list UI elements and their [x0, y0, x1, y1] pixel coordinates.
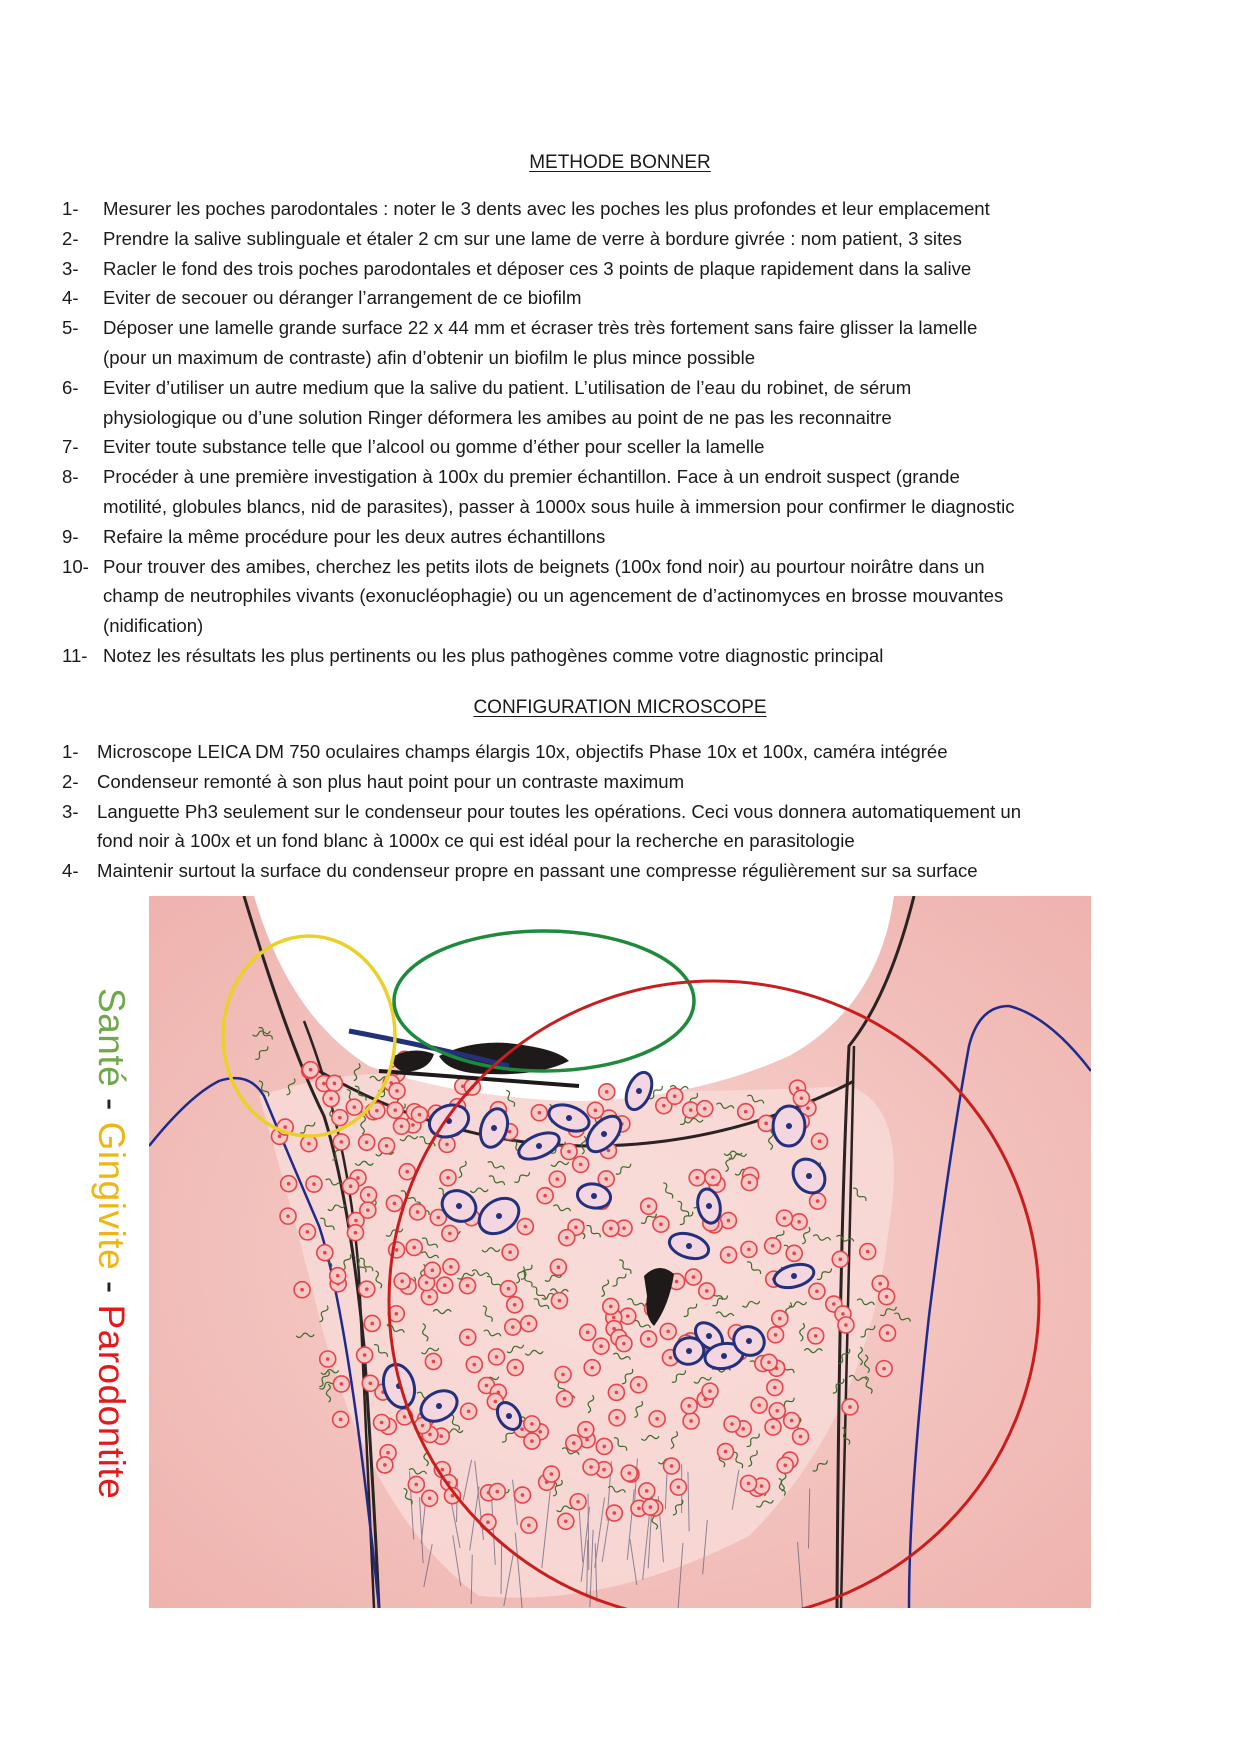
list-item [62, 313, 1182, 373]
neutrophil-nucleus [329, 1097, 333, 1101]
neutrophil-nucleus [278, 1135, 282, 1139]
neutrophil-nucleus [703, 1107, 707, 1111]
neutrophil-nucleus [647, 1337, 651, 1341]
stage-legend-text [90, 988, 132, 1499]
neutrophil-nucleus [783, 1216, 787, 1220]
list-item-text: Condenseur remonté à son plus haut point pour un contraste maximum [97, 770, 685, 792]
neutrophil-nucleus [543, 1194, 547, 1198]
neutrophil-nucleus [666, 1330, 670, 1334]
neutrophil-nucleus [627, 1471, 631, 1475]
neutrophil-nucleus [550, 1472, 554, 1476]
neutrophil-nucleus [416, 1210, 420, 1214]
neutrophil-nucleus [708, 1389, 712, 1393]
neutrophil-nucleus [466, 1284, 470, 1288]
neutrophil-nucleus [431, 1269, 435, 1273]
neutrophil-nucleus [705, 1289, 709, 1293]
neutrophil-nucleus [287, 1182, 291, 1186]
neutrophil-nucleus [615, 1391, 619, 1395]
neutrophil-nucleus [403, 1415, 407, 1419]
neutrophil-nucleus [832, 1302, 836, 1306]
list-item-text: Prendre la salive sublinguale et étaler 2 cm sur une lame de verre à bordure givrée : nom patient, 3 sites [103, 227, 962, 249]
periodontal-pocket-illustration [149, 896, 1091, 1608]
list-item [62, 254, 1182, 284]
amoeba-nucleus [686, 1348, 692, 1354]
amoeba-nucleus [601, 1131, 607, 1137]
neutrophil-nucleus [748, 1181, 752, 1185]
neutrophil-nucleus [692, 1275, 696, 1279]
neutrophil-nucleus [605, 1090, 609, 1094]
neutrophil-nucleus [558, 1299, 562, 1303]
list-item [62, 194, 1182, 224]
neutrophil-nucleus [724, 1450, 728, 1454]
neutrophil-nucleus [675, 1280, 679, 1284]
neutrophil-nucleus [524, 1225, 528, 1229]
neutrophil-nucleus [838, 1258, 842, 1262]
neutrophil-nucleus [612, 1316, 616, 1320]
legend-separator: - [91, 1270, 132, 1305]
list-item [62, 552, 1182, 641]
amoeba-nucleus [566, 1115, 572, 1121]
neutrophil-nucleus [565, 1236, 569, 1240]
neutrophil-nucleus [590, 1366, 594, 1370]
neutrophil-nucleus [799, 1435, 803, 1439]
neutrophil-nucleus [495, 1355, 499, 1359]
neutrophil-nucleus [741, 1427, 745, 1431]
neutrophil-nucleus [365, 1287, 369, 1291]
neutrophil-nucleus [466, 1336, 470, 1340]
neutrophil-nucleus [428, 1497, 432, 1501]
neutrophil-nucleus [400, 1279, 404, 1283]
list-item-text: Eviter d’utiliser un autre medium que la salive du patient. L’utilisation de l’eau du robinet, de sérum physiologique ou d’une solution Ringer déformera les amibes au point de ne pas les reconnaitre [103, 376, 912, 428]
list-item-number: 1- [62, 741, 79, 762]
neutrophil-nucleus [670, 1464, 674, 1468]
neutrophil-nucleus [612, 1511, 616, 1515]
neutrophil-nucleus [866, 1250, 870, 1254]
neutrophil-nucleus [673, 1094, 677, 1098]
neutrophil-nucleus [586, 1331, 590, 1335]
neutrophil-nucleus [507, 1287, 511, 1291]
neutrophil-nucleus [494, 1400, 498, 1404]
neutrophil-nucleus [326, 1357, 330, 1361]
section-title-configuration-microscope [0, 697, 1240, 719]
neutrophil-nucleus [689, 1108, 693, 1112]
neutrophil-nucleus [689, 1419, 693, 1423]
neutrophil-nucleus [555, 1177, 559, 1181]
neutrophil-nucleus [649, 1505, 653, 1509]
neutrophil-nucleus [599, 1344, 603, 1348]
neutrophil-nucleus [306, 1230, 310, 1234]
neutrophil-nucleus [806, 1106, 810, 1110]
list-item-number: 10- [62, 555, 89, 577]
amoeba-nucleus [786, 1123, 792, 1129]
list-item [62, 432, 1182, 462]
neutrophil-nucleus [885, 1295, 889, 1299]
neutrophil-nucleus [760, 1484, 764, 1488]
neutrophil-nucleus [584, 1428, 588, 1432]
neutrophil-nucleus [609, 1305, 613, 1309]
neutrophil-nucleus [385, 1144, 389, 1148]
neutrophil-nucleus [527, 1523, 531, 1527]
list-item-number: 1- [62, 198, 79, 219]
neutrophil-nucleus [443, 1283, 447, 1287]
neutrophil-nucleus [662, 1104, 666, 1108]
neutrophil-nucleus [511, 1325, 515, 1329]
legend-gingivite: Gingivite [91, 1121, 132, 1271]
neutrophil-nucleus [695, 1176, 699, 1180]
list-item-number: 8- [62, 466, 79, 488]
neutrophil-nucleus [395, 1248, 399, 1252]
neutrophil-nucleus [520, 1427, 524, 1431]
list-item-text: Déposer une lamelle grande surface 22 x 44 mm et écraser très très fortement sans faire glisser la lamelle (pour un maximum de contraste) afin d’obtenir un biofilm le plus mince possible [103, 317, 978, 368]
list-item [62, 856, 1182, 886]
neutrophil-nucleus [647, 1204, 651, 1208]
amoeba-nucleus [706, 1203, 712, 1209]
neutrophil-nucleus [609, 1227, 613, 1231]
list-item-number: 4- [62, 860, 79, 882]
amoeba-nucleus [456, 1203, 462, 1209]
neutrophil-nucleus [585, 1438, 589, 1442]
neutrophil-nucleus [711, 1176, 715, 1180]
legend-separator: - [91, 1087, 132, 1122]
list-item-number: 6- [62, 376, 79, 398]
neutrophil-nucleus [622, 1226, 626, 1230]
list-item-text: Maintenir surtout la surface du condenseur propre en passant une compresse régulièrement sur sa surface [97, 860, 978, 882]
neutrophil-nucleus [412, 1246, 416, 1250]
neutrophil-nucleus [421, 1424, 425, 1428]
neutrophil-nucleus [495, 1490, 499, 1494]
neutrophil-nucleus [368, 1381, 372, 1385]
neutrophil-nucleus [669, 1356, 673, 1360]
neutrophil-nucleus [564, 1519, 568, 1523]
list-item [62, 522, 1182, 552]
neutrophil-nucleus [790, 1419, 794, 1423]
amoeba-nucleus [496, 1213, 502, 1219]
list-item-number: 2- [62, 770, 79, 792]
neutrophil-nucleus [561, 1373, 565, 1377]
neutrophil-nucleus [797, 1220, 801, 1224]
neutrophil-nucleus [727, 1253, 731, 1257]
neutrophil-nucleus [771, 1244, 775, 1248]
list-item [62, 767, 1182, 797]
legend-parodontite: Parodontite [91, 1304, 132, 1500]
neutrophil-nucleus [448, 1232, 452, 1236]
neutrophil-nucleus [437, 1216, 441, 1220]
neutrophil-nucleus [428, 1433, 432, 1437]
neutrophil-nucleus [366, 1208, 370, 1212]
neutrophil-nucleus [386, 1451, 390, 1455]
amoeba-nucleus [491, 1125, 497, 1131]
amoeba-nucleus [636, 1088, 642, 1094]
neutrophil-nucleus [774, 1333, 778, 1337]
neutrophil-nucleus [300, 1288, 304, 1292]
neutrophil-nucleus [467, 1409, 471, 1413]
neutrophil-nucleus [659, 1222, 663, 1226]
neutrophil-nucleus [370, 1322, 374, 1326]
section-title-text: CONFIGURATION MICROSCOPE [473, 697, 767, 718]
neutrophil-nucleus [637, 1507, 641, 1511]
neutrophil-nucleus [594, 1109, 598, 1113]
neutrophil-nucleus [414, 1483, 418, 1487]
list-item-text: Mesurer les poches parodontales : noter le 3 dents avec les poches les plus profondes et leur emplacement [103, 198, 990, 219]
list-item-text: Procéder à une première investigation à 100x du premier échantillon. Face à un endroit suspect (grande motilité, globules blancs, nid de parasites), passer à 1000x sous huile à immersion pour confirmer le diagnostic [103, 466, 1015, 517]
neutrophil-nucleus [878, 1282, 882, 1286]
list-item-text: Racler le fond des trois poches parodontales et déposer ces 3 points de plaque rapidement dans la salive [103, 257, 972, 279]
neutrophil-nucleus [626, 1314, 630, 1318]
neutrophil-nucleus [446, 1176, 450, 1180]
neutrophil-nucleus [816, 1199, 820, 1203]
neutrophil-nucleus [530, 1422, 534, 1426]
list-item [62, 641, 1182, 671]
section-title-text: METHODE BONNER [529, 152, 711, 173]
neutrophil-nucleus [773, 1386, 777, 1390]
neutrophil-nucleus [527, 1322, 531, 1326]
stage-legend [82, 988, 132, 1568]
neutrophil-nucleus [365, 1140, 369, 1144]
neutrophil-nucleus [622, 1342, 626, 1346]
neutrophil-nucleus [508, 1130, 512, 1134]
neutrophil-nucleus [841, 1312, 845, 1316]
neutrophil-nucleus [757, 1403, 761, 1407]
neutrophil-nucleus [814, 1334, 818, 1338]
neutrophil-nucleus [508, 1250, 512, 1254]
neutrophil-nucleus [747, 1248, 751, 1252]
amoeba-nucleus [436, 1403, 442, 1409]
list-item [62, 373, 1182, 433]
list-item-text: Refaire la même procédure pour les deux autres échantillons [103, 525, 606, 547]
neutrophil-nucleus [473, 1363, 477, 1367]
neutrophil-nucleus [747, 1482, 751, 1486]
list-item-text: Eviter toute substance telle que l’alcool ou gomme d’éther pour sceller la lamelle [103, 436, 765, 458]
list-item-text: Pour trouver des amibes, cherchez les petits ilots de beignets (100x fond noir) au pourtour noirâtre dans un champ de neutrophiles vivants (exonucléophagie) ou un agencement de d’actinomyces en brosse mouvantes (nidification) [103, 555, 1004, 637]
neutrophil-nucleus [567, 1150, 571, 1154]
neutrophil-nucleus [411, 1123, 415, 1127]
list-item-text: Notez les résultats les plus pertinents ou les plus pathogènes comme votre diagnostic principal [103, 644, 884, 666]
list-item-text: Languette Ph3 seulement sur le condenseur pour toutes les opérations. Ceci vous donnera automatiquement un fond noir à 100x et un fond blanc à 1000x ce qui est idéal pour la recherche en parasitologie [97, 800, 1022, 852]
neutrophil-nucleus [356, 1176, 360, 1180]
neutrophil-nucleus [844, 1323, 848, 1327]
neutrophil-nucleus [309, 1068, 313, 1072]
list-item [62, 797, 1182, 857]
neutrophil-nucleus [727, 1219, 731, 1223]
neutrophil-nucleus [486, 1520, 490, 1524]
list-item-number: 3- [62, 800, 79, 822]
list-item-number: 2- [62, 227, 79, 249]
amoeba-nucleus [536, 1143, 542, 1149]
neutrophil-nucleus [428, 1295, 432, 1299]
neutrophil-nucleus [730, 1422, 734, 1426]
section-title-methode-bonner [0, 152, 1240, 174]
list-item-text: Eviter de secouer ou déranger l’arrangement de ce biofilm [103, 287, 582, 309]
amoeba-nucleus [746, 1338, 752, 1344]
neutrophil-nucleus [439, 1434, 443, 1438]
neutrophil-nucleus [815, 1289, 819, 1293]
amoeba-nucleus [791, 1273, 797, 1279]
neutrophil-nucleus [563, 1397, 567, 1401]
neutrophil-nucleus [557, 1265, 561, 1269]
list-item-text: Microscope LEICA DM 750 oculaires champs élargis 10x, objectifs Phase 10x et 100x, caméra intégrée [97, 741, 948, 762]
neutrophil-nucleus [513, 1366, 517, 1370]
methode-bonner-steps [62, 194, 1182, 671]
amoeba-nucleus [686, 1243, 692, 1249]
list-item [62, 462, 1182, 522]
neutrophil-nucleus [307, 1142, 311, 1146]
neutrophil-nucleus [778, 1317, 782, 1321]
neutrophil-nucleus [615, 1416, 619, 1420]
neutrophil-nucleus [602, 1445, 606, 1449]
neutrophil-nucleus [425, 1281, 429, 1285]
neutrophil-nucleus [848, 1405, 852, 1409]
neutrophil-nucleus [886, 1331, 890, 1335]
neutrophil-nucleus [283, 1125, 287, 1129]
neutrophil-nucleus [744, 1110, 748, 1114]
neutrophil-nucleus [323, 1251, 327, 1255]
neutrophil-nucleus [604, 1177, 608, 1181]
neutrophil-nucleus [375, 1109, 379, 1113]
neutrophil-nucleus [333, 1082, 337, 1086]
list-item [62, 737, 1182, 767]
neutrophil-nucleus [441, 1468, 445, 1472]
neutrophil-nucleus [882, 1367, 886, 1371]
neutrophil-nucleus [395, 1089, 399, 1093]
amoeba-nucleus [806, 1173, 812, 1179]
neutrophil-nucleus [340, 1140, 344, 1144]
neutrophil-nucleus [764, 1122, 768, 1126]
list-item-number: 5- [62, 317, 79, 339]
neutrophil-nucleus [775, 1409, 779, 1413]
list-item-number: 7- [62, 436, 79, 458]
neutrophil-nucleus [800, 1096, 804, 1100]
neutrophil-nucleus [339, 1418, 343, 1422]
neutrophil-nucleus [792, 1252, 796, 1256]
neutrophil-nucleus [340, 1382, 344, 1386]
neutrophil-nucleus [589, 1465, 593, 1469]
legend-sante: Santé [91, 988, 132, 1088]
neutrophil-nucleus [286, 1214, 290, 1218]
neutrophil-nucleus [796, 1086, 800, 1090]
neutrophil-nucleus [338, 1116, 342, 1120]
list-item [62, 283, 1182, 313]
neutrophil-nucleus [445, 1143, 449, 1147]
neutrophil-nucleus [367, 1193, 371, 1197]
neutrophil-nucleus [394, 1312, 398, 1316]
amoeba-nucleus [591, 1193, 597, 1199]
neutrophil-nucleus [383, 1463, 387, 1467]
neutrophil-nucleus [530, 1439, 534, 1443]
neutrophil-nucleus [677, 1485, 681, 1489]
neutrophil-nucleus [572, 1441, 576, 1445]
amoeba-nucleus [506, 1413, 512, 1419]
neutrophil-nucleus [363, 1353, 367, 1357]
neutrophil-nucleus [576, 1500, 580, 1504]
striation-line [501, 1544, 502, 1593]
neutrophil-nucleus [767, 1361, 771, 1365]
microscope-configuration-steps [62, 737, 1182, 886]
list-item-number: 9- [62, 525, 79, 547]
neutrophil-nucleus [538, 1430, 542, 1434]
neutrophil-nucleus [771, 1425, 775, 1429]
neutrophil-nucleus [336, 1274, 340, 1278]
neutrophil-nucleus [349, 1184, 353, 1188]
neutrophil-nucleus [312, 1182, 316, 1186]
list-item-number: 11- [62, 644, 88, 666]
neutrophil-nucleus [393, 1202, 397, 1206]
neutrophil-nucleus [538, 1111, 542, 1115]
neutrophil-nucleus [579, 1163, 583, 1167]
neutrophil-nucleus [393, 1108, 397, 1112]
neutrophil-nucleus [521, 1493, 525, 1497]
amoeba-nucleus [721, 1353, 727, 1359]
list-item-number: 3- [62, 257, 79, 279]
neutrophil-nucleus [418, 1113, 422, 1117]
neutrophil-nucleus [687, 1404, 691, 1408]
list-item-number: 4- [62, 287, 79, 309]
neutrophil-nucleus [574, 1225, 578, 1229]
neutrophil-nucleus [655, 1417, 659, 1421]
neutrophil-nucleus [485, 1384, 489, 1388]
neutrophil-nucleus [322, 1082, 326, 1086]
neutrophil-nucleus [602, 1468, 606, 1472]
neutrophil-nucleus [354, 1219, 358, 1223]
neutrophil-nucleus [513, 1303, 517, 1307]
neutrophil-nucleus [645, 1489, 649, 1493]
amoeba-nucleus [706, 1333, 712, 1339]
neutrophil-nucleus [380, 1421, 384, 1425]
neutrophil-nucleus [432, 1360, 436, 1364]
neutrophil-nucleus [354, 1231, 358, 1235]
neutrophil-nucleus [818, 1139, 822, 1143]
neutrophil-nucleus [449, 1265, 453, 1269]
neutrophil-nucleus [405, 1170, 409, 1174]
neutrophil-nucleus [400, 1124, 404, 1128]
list-item [62, 224, 1182, 254]
neutrophil-nucleus [352, 1105, 356, 1109]
neutrophil-nucleus [783, 1463, 787, 1467]
neutrophil-nucleus [637, 1383, 641, 1387]
